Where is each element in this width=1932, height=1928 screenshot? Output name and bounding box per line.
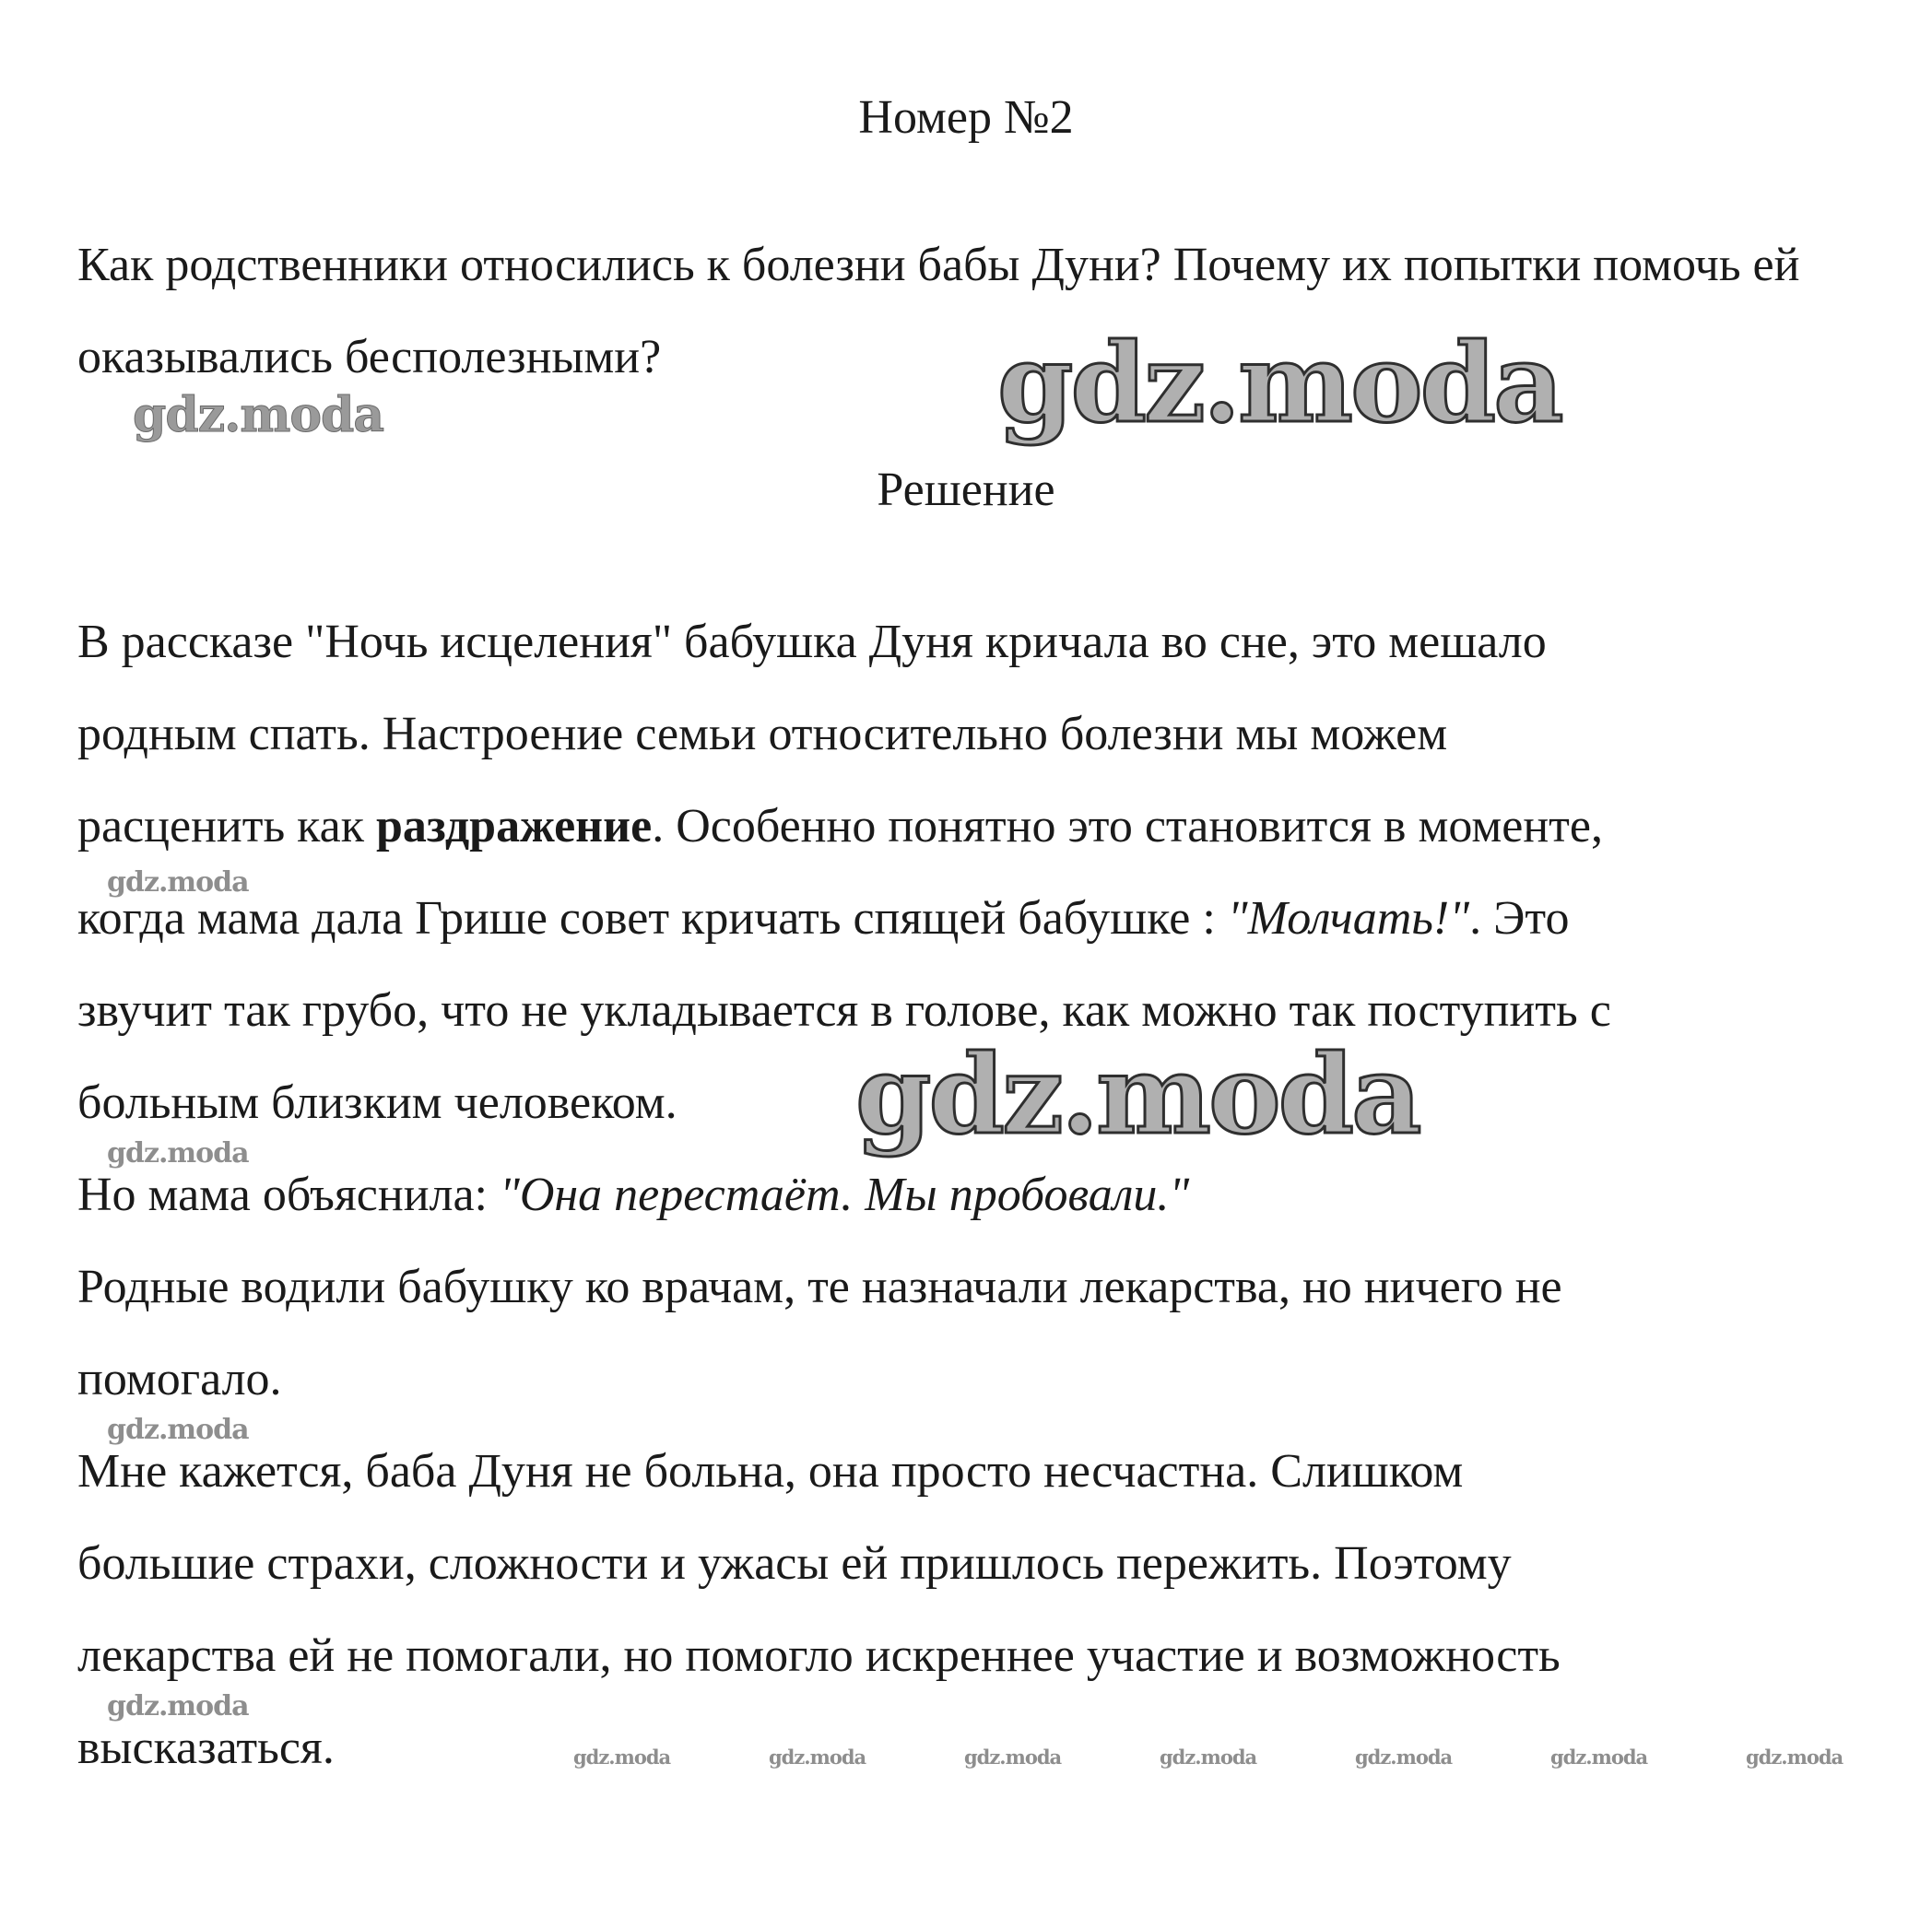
watermark: gdz.moda (1160, 1746, 1257, 1769)
answer-text: когда мама дала Грише совет кричать спящей бабушке : (77, 892, 1228, 945)
page-title: Номер №2 (858, 91, 1074, 144)
quote: "Она перестаёт. Мы пробовали." (500, 1169, 1190, 1221)
watermark: gdz.moda (769, 1746, 866, 1769)
answer-line: звучит так грубо, что не укладывается в голове, как можно так поступить с (77, 984, 1611, 1037)
answer-line: Родные водили бабушку ко врачам, те назначали лекарства, но ничего не (77, 1261, 1562, 1313)
watermark: gdz.moda (107, 866, 249, 899)
watermark: gdz.moda (1355, 1746, 1453, 1769)
answer-text: . Это (1469, 892, 1570, 945)
answer-text: . Особенно понятно это становится в моменте, (652, 800, 1603, 852)
watermark: gdz.moda (1746, 1746, 1844, 1769)
watermark: gdz.moda (997, 319, 1561, 447)
solution-heading: Решение (877, 464, 1055, 516)
watermark: gdz.moda (133, 387, 384, 443)
answer-line (77, 889, 1569, 948)
watermark: gdz.moda (107, 1690, 249, 1722)
answer-line (77, 797, 1603, 856)
answer-text: Но мама объяснила: (77, 1169, 500, 1221)
question-text: Как родственники относились к болезни бабы Дуни? Почему их попытки помочь ей оказывались бесполезными? (77, 239, 1800, 383)
answer-line: высказаться. (77, 1722, 335, 1774)
watermark: gdz.moda (107, 1414, 249, 1446)
answer-line: Мне кажется, баба Дуня не больна, она просто несчастна. Слишком (77, 1445, 1464, 1498)
answer-line: родным спать. Настроение семьи относительно болезни мы можем (77, 708, 1448, 760)
watermark: gdz.moda (855, 1030, 1420, 1158)
watermark: gdz.moda (107, 1137, 249, 1170)
answer-text: расценить как (77, 800, 376, 852)
watermark: gdz.moda (1550, 1746, 1648, 1769)
quote: "Молчать!" (1227, 892, 1470, 945)
watermark: gdz.moda (964, 1746, 1062, 1769)
answer-line: В рассказе "Ночь исцеления" бабушка Дуня кричала во сне, это мешало (77, 616, 1547, 668)
watermark: gdz.moda (573, 1746, 671, 1769)
answer-line (77, 1166, 1189, 1225)
answer-line: больным близким человеком. (77, 1076, 677, 1129)
answer-line: помогало. (77, 1353, 282, 1405)
emphasis-word: раздражение (375, 800, 653, 852)
answer-line: большие страхи, сложности и ужасы ей пришлось пережить. Поэтому (77, 1537, 1512, 1590)
answer-line: лекарства ей не помогали, но помогло искреннее участие и возможность (77, 1629, 1561, 1682)
